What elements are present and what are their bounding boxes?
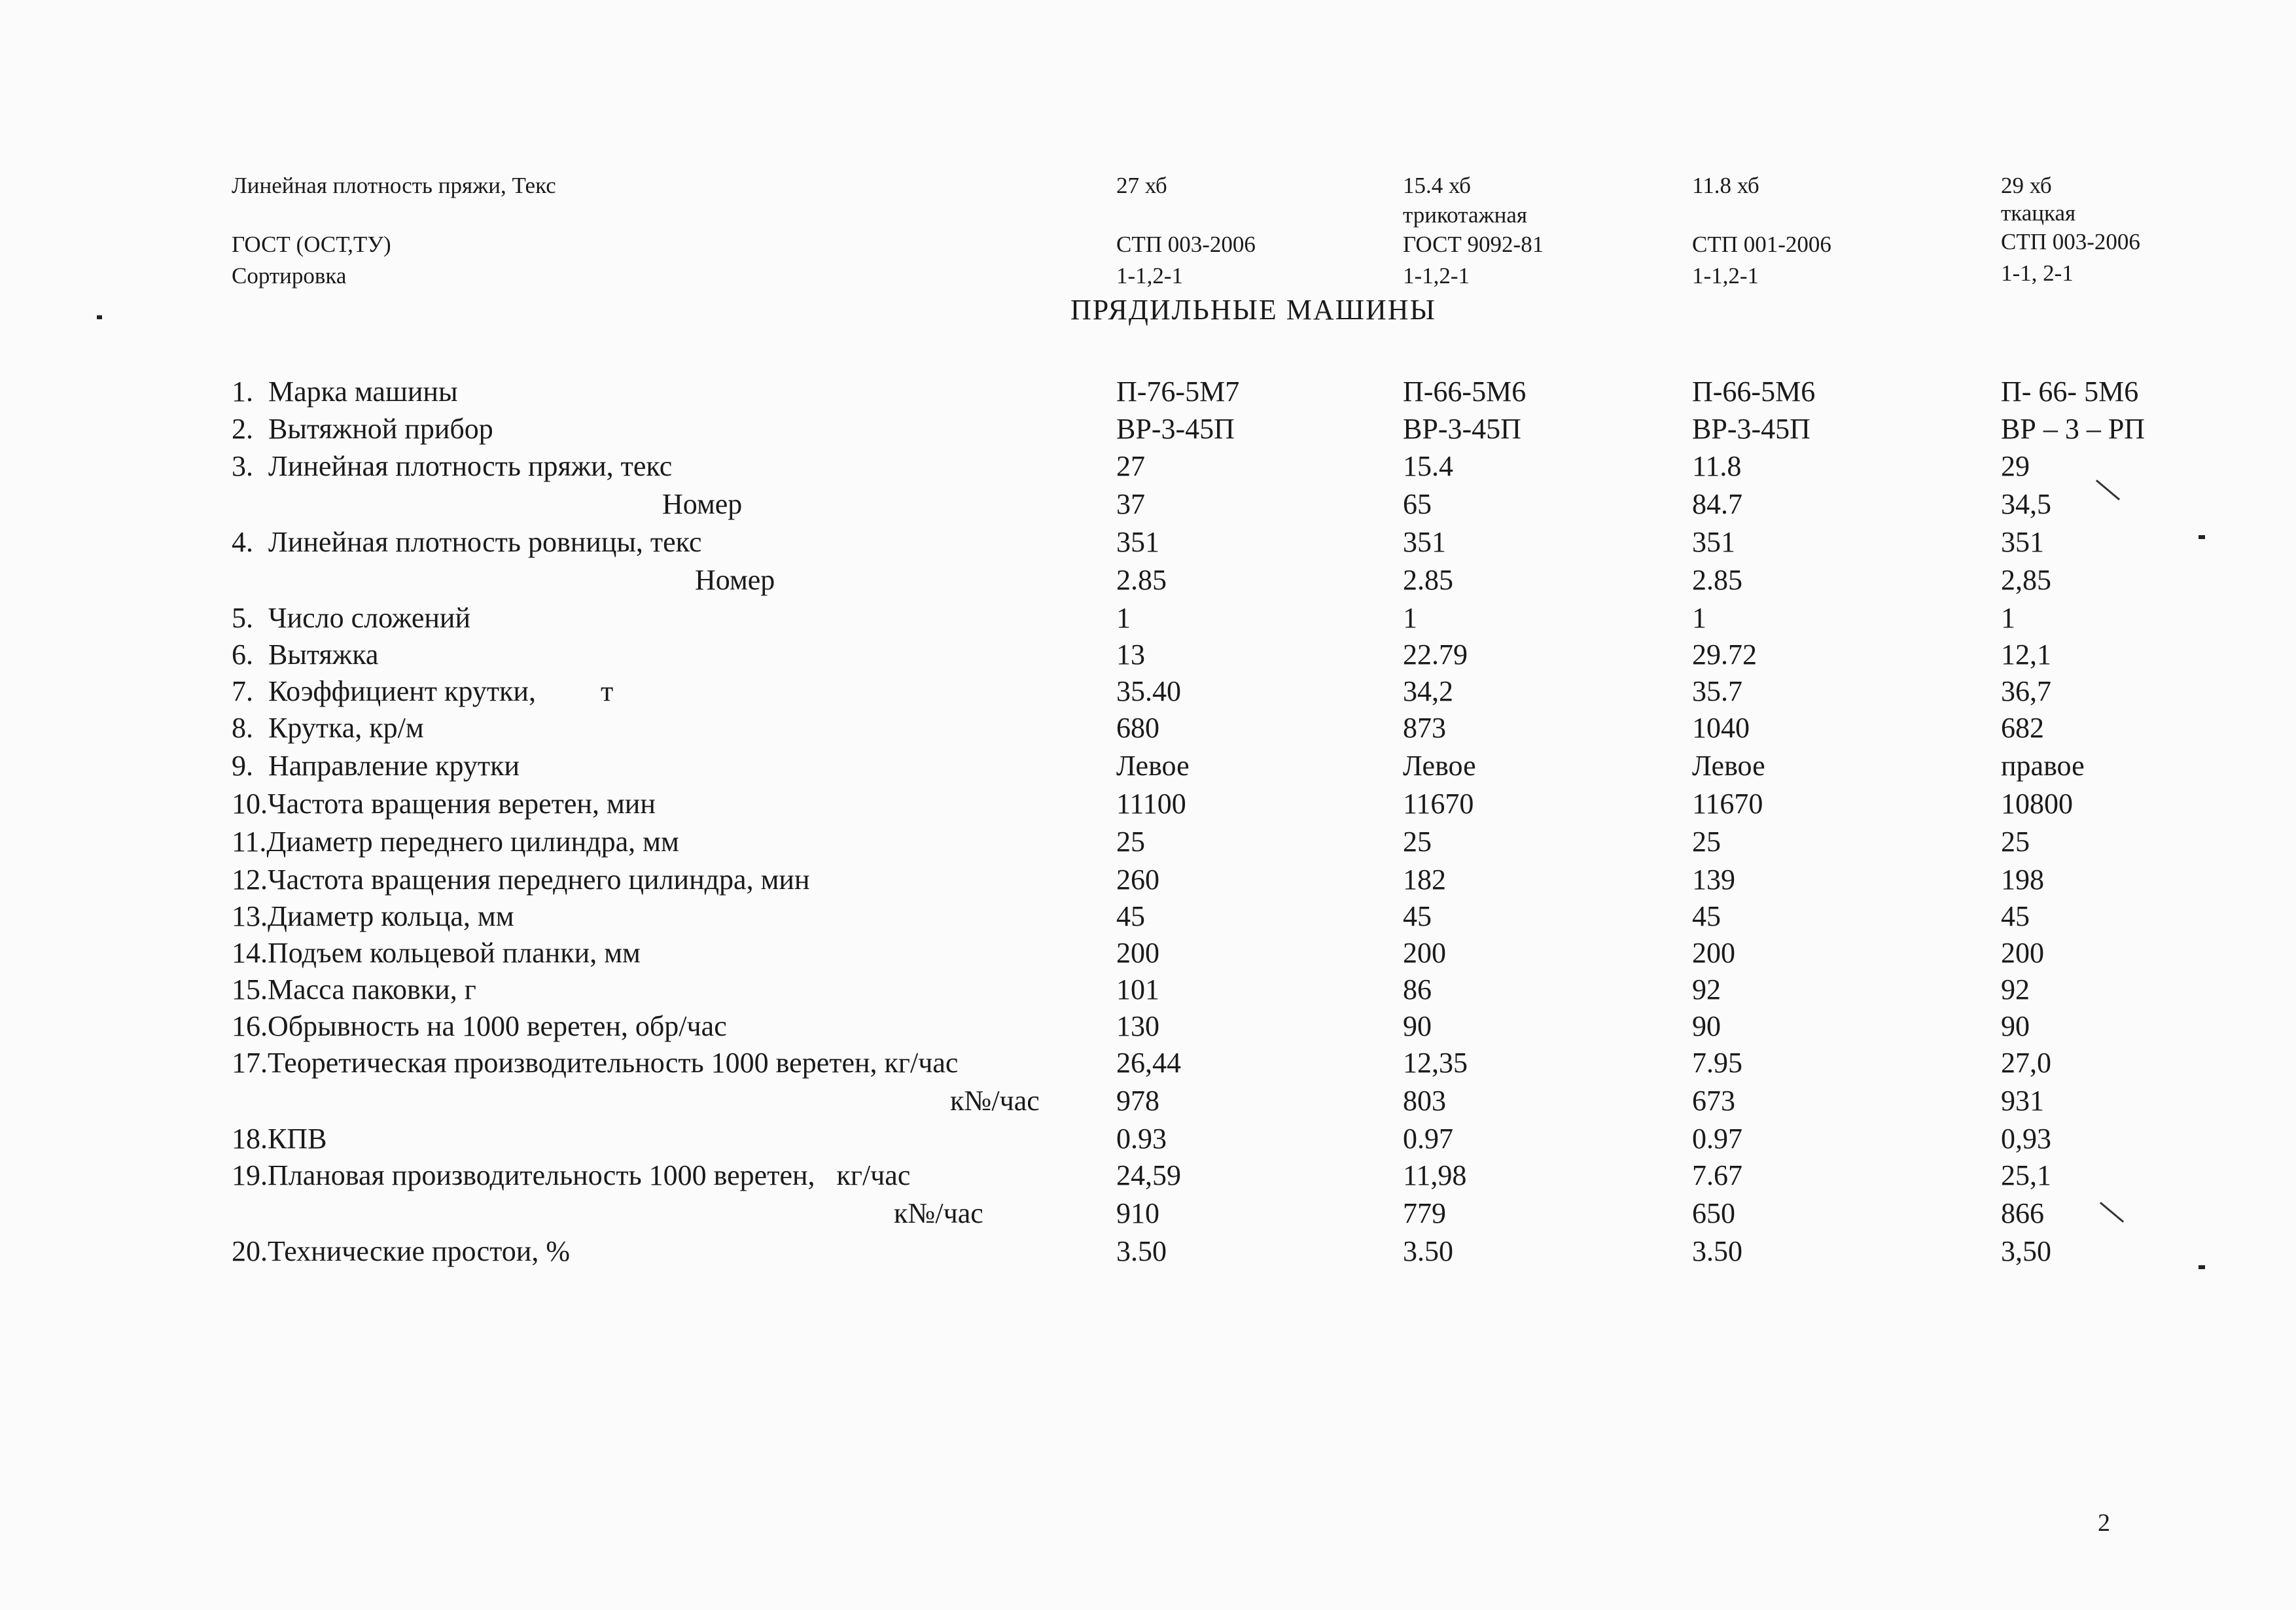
table-row [0,785,2296,823]
table-row [0,1082,2296,1120]
cell-col2: 200 [1403,937,1446,969]
row-number: 3. [232,450,253,482]
row-label: 14.Подъем кольцевой планки, мм [232,937,641,969]
cell-col2: 22.79 [1403,639,1468,671]
cell-col2: 3.50 [1403,1235,1453,1267]
row-label: 20.Технические простои, % [232,1235,570,1267]
row-label: Коэффициент крутки, т [268,675,614,707]
header-col2-type: трикотажная [1403,202,1528,228]
cell-col4: 2,85 [2001,564,2051,596]
cell-col4: 200 [2001,937,2044,969]
table-row [0,485,2296,523]
cell-col1: 13 [1116,639,1145,671]
cell-col2: П-66-5М6 [1403,376,1527,408]
cell-col2: 182 [1403,864,1446,896]
cell-col2: 779 [1403,1197,1446,1229]
table-row [0,599,2296,637]
cell-col4: 10800 [2001,788,2073,820]
cell-col1: 0.93 [1116,1123,1167,1155]
cell-col1: 35.40 [1116,675,1181,707]
cell-col4: 36,7 [2001,675,2051,707]
cell-col4: 45 [2001,900,2030,932]
cell-col1: П-76-5М7 [1116,376,1240,408]
cell-col4: П- 66- 5М6 [2001,376,2139,408]
header-label-gost: ГОСТ (ОСТ,ТУ) [232,232,391,257]
row-label: Вытяжка [268,639,379,671]
cell-col1: 45 [1116,900,1145,932]
cell-col2: 2.85 [1403,564,1453,596]
row-label: Крутка, кр/м [268,712,424,744]
cell-col2: 34,2 [1403,675,1453,707]
cell-col2: 873 [1403,712,1446,744]
cell-col3: ВР-3-45П [1692,413,1810,445]
row-number: 2. [232,413,253,445]
cell-col3: 139 [1692,864,1735,896]
cell-col3: 11670 [1692,788,1763,820]
row-label: Число сложений [268,602,471,634]
row-label: 18.КПВ [232,1123,327,1155]
table-row [0,898,2296,936]
cell-col1: 25 [1116,826,1145,858]
row-label: Линейная плотность ровницы, текс [268,526,702,558]
cell-col2: 86 [1403,973,1432,1006]
table-row [0,1044,2296,1082]
cell-col3: 200 [1692,937,1735,969]
row-number: 9. [232,750,253,782]
table-row [0,523,2296,561]
cell-col3: 7.67 [1692,1159,1742,1191]
header-col1-yarn: 27 хб [1116,173,1167,198]
cell-col4: ВР – 3 – РП [2001,413,2146,445]
scan-speck [2199,535,2205,539]
cell-col4: 351 [2001,526,2044,558]
cell-col1: 680 [1116,712,1159,744]
cell-col4: 198 [2001,864,2044,896]
cell-col1: 37 [1116,488,1145,520]
table-row [0,561,2296,599]
cell-col4: 29 [2001,450,2030,482]
row-number: 1. [232,376,253,408]
cell-col1: 260 [1116,864,1159,896]
header-col4-gost: СТП 003-2006 [2001,229,2140,254]
header-col4-sorting: 1-1, 2-1 [2001,260,2074,286]
row-label: 15.Масса паковки, г [232,973,476,1006]
cell-col2: Левое [1403,750,1476,782]
table-row [0,673,2296,710]
row-label: Номер [695,564,775,596]
cell-col4: 682 [2001,712,2044,744]
cell-col2: 25 [1403,826,1432,858]
header-col3-sorting: 1-1,2-1 [1692,263,1759,289]
cell-col1: 200 [1116,937,1159,969]
cell-col3: 92 [1692,973,1721,1006]
table-row [0,1233,2296,1270]
cell-col3: Левое [1692,750,1765,782]
cell-col4: 27,0 [2001,1047,2051,1079]
cell-col4: 25 [2001,826,2030,858]
cell-col3: 84.7 [1692,488,1742,520]
row-label: 16.Обрывность на 1000 веретен, обр/час [232,1010,727,1042]
cell-col1: 351 [1116,526,1159,558]
cell-col2: ВР-3-45П [1403,413,1521,445]
row-label: 13.Диаметр кольца, мм [232,900,514,932]
cell-col2: 1 [1403,602,1417,634]
row-label: Марка машины [268,376,458,408]
cell-col3: 7.95 [1692,1047,1742,1079]
cell-col4: 34,5 [2001,488,2051,520]
table-row [0,636,2296,674]
cell-col4: 25,1 [2001,1159,2051,1191]
header-col4-type: ткацкая [2001,200,2076,226]
table-row [0,1157,2296,1195]
cell-col2: 15.4 [1403,450,1453,482]
header-col2-gost: ГОСТ 9092-81 [1403,232,1544,257]
cell-col3: 90 [1692,1010,1721,1042]
header-col1-sorting: 1-1,2-1 [1116,263,1184,289]
cell-col1: 26,44 [1116,1047,1181,1079]
table-row [0,747,2296,785]
table-row [0,410,2296,448]
scan-speck [2199,1265,2205,1269]
cell-col3: 3.50 [1692,1235,1742,1267]
cell-col3: 1040 [1692,712,1750,744]
cell-col3: П-66-5М6 [1692,376,1816,408]
cell-col2: 0.97 [1403,1123,1453,1155]
header-label-yarn-density: Линейная плотность пряжи, Текс [232,173,556,198]
cell-col1: 910 [1116,1197,1159,1229]
cell-col1: ВР-3-45П [1116,413,1235,445]
table-row [0,1195,2296,1233]
cell-col1: 2.85 [1116,564,1167,596]
header-col3-gost: СТП 001-2006 [1692,232,1831,257]
row-label: Линейная плотность пряжи, текс [268,450,673,482]
cell-col1: 101 [1116,973,1159,1006]
row-number: 6. [232,639,253,671]
table-row [0,971,2296,1009]
row-label: к№/час [894,1197,983,1229]
row-number: 4. [232,526,253,558]
cell-col2: 45 [1403,900,1432,932]
header-col2-sorting: 1-1,2-1 [1403,263,1470,289]
cell-col3: 11.8 [1692,450,1742,482]
row-label: Направление крутки [268,750,520,782]
row-number: 8. [232,712,253,744]
cell-col3: 45 [1692,900,1721,932]
page-number: 2 [2098,1509,2110,1537]
cell-col2: 351 [1403,526,1446,558]
cell-col3: 673 [1692,1085,1735,1117]
header-col4-yarn: 29 хб [2001,173,2052,198]
table-row [0,373,2296,411]
row-label: Номер [662,488,743,520]
cell-col3: 25 [1692,826,1721,858]
table-row [0,709,2296,747]
cell-col2: 803 [1403,1085,1446,1117]
row-label: 11.Диаметр переднего цилиндра, мм [232,826,679,858]
header-label-sorting: Сортировка [232,263,347,289]
cell-col1: 3.50 [1116,1235,1167,1267]
cell-col1: 978 [1116,1085,1159,1117]
table-row [0,861,2296,899]
cell-col4: 12,1 [2001,639,2051,671]
row-number: 7. [232,675,253,707]
row-label: 17.Теоретическая производительность 1000 веретен, кг/час [232,1047,959,1079]
cell-col2: 90 [1403,1010,1432,1042]
row-label: 10.Частота вращения веретен, мин [232,788,656,820]
table-row [0,823,2296,861]
cell-col4: 3,50 [2001,1235,2051,1267]
cell-col1: 11100 [1116,788,1186,820]
cell-col3: 650 [1692,1197,1735,1229]
cell-col2: 12,35 [1403,1047,1468,1079]
cell-col1: 27 [1116,450,1145,482]
row-label: Вытяжной прибор [268,413,493,445]
header-col2-yarn: 15.4 хб [1403,173,1471,198]
cell-col3: 29.72 [1692,639,1757,671]
table-row [0,934,2296,972]
cell-col4: правое [2001,750,2085,782]
section-title: ПРЯДИЛЬНЫЕ МАШИНЫ [1070,294,1436,326]
cell-col1: 130 [1116,1010,1159,1042]
cell-col2: 11,98 [1403,1159,1467,1191]
cell-col3: 35.7 [1692,675,1742,707]
cell-col2: 11670 [1403,788,1474,820]
cell-col3: 351 [1692,526,1735,558]
table-row [0,1120,2296,1158]
cell-col4: 931 [2001,1085,2044,1117]
cell-col3: 1 [1692,602,1706,634]
cell-col2: 65 [1403,488,1432,520]
cell-col3: 0.97 [1692,1123,1742,1155]
row-label: 12.Частота вращения переднего цилиндра, мин [232,864,810,896]
cell-col4: 90 [2001,1010,2030,1042]
cell-col4: 1 [2001,602,2015,634]
cell-col4: 866 [2001,1197,2044,1229]
header-col3-yarn: 11.8 хб [1692,173,1759,198]
row-number: 5. [232,602,253,634]
row-label: 19.Плановая производительность 1000 веретен, кг/час [232,1159,911,1191]
scan-speck [97,315,102,319]
cell-col4: 92 [2001,973,2030,1006]
header-col1-gost: СТП 003-2006 [1116,232,1256,257]
row-label: к№/час [950,1085,1040,1117]
table-row [0,1007,2296,1045]
cell-col1: 1 [1116,602,1131,634]
cell-col4: 0,93 [2001,1123,2051,1155]
cell-col1: 24,59 [1116,1159,1181,1191]
cell-col3: 2.85 [1692,564,1742,596]
cell-col1: Левое [1116,750,1190,782]
table-row [0,447,2296,485]
